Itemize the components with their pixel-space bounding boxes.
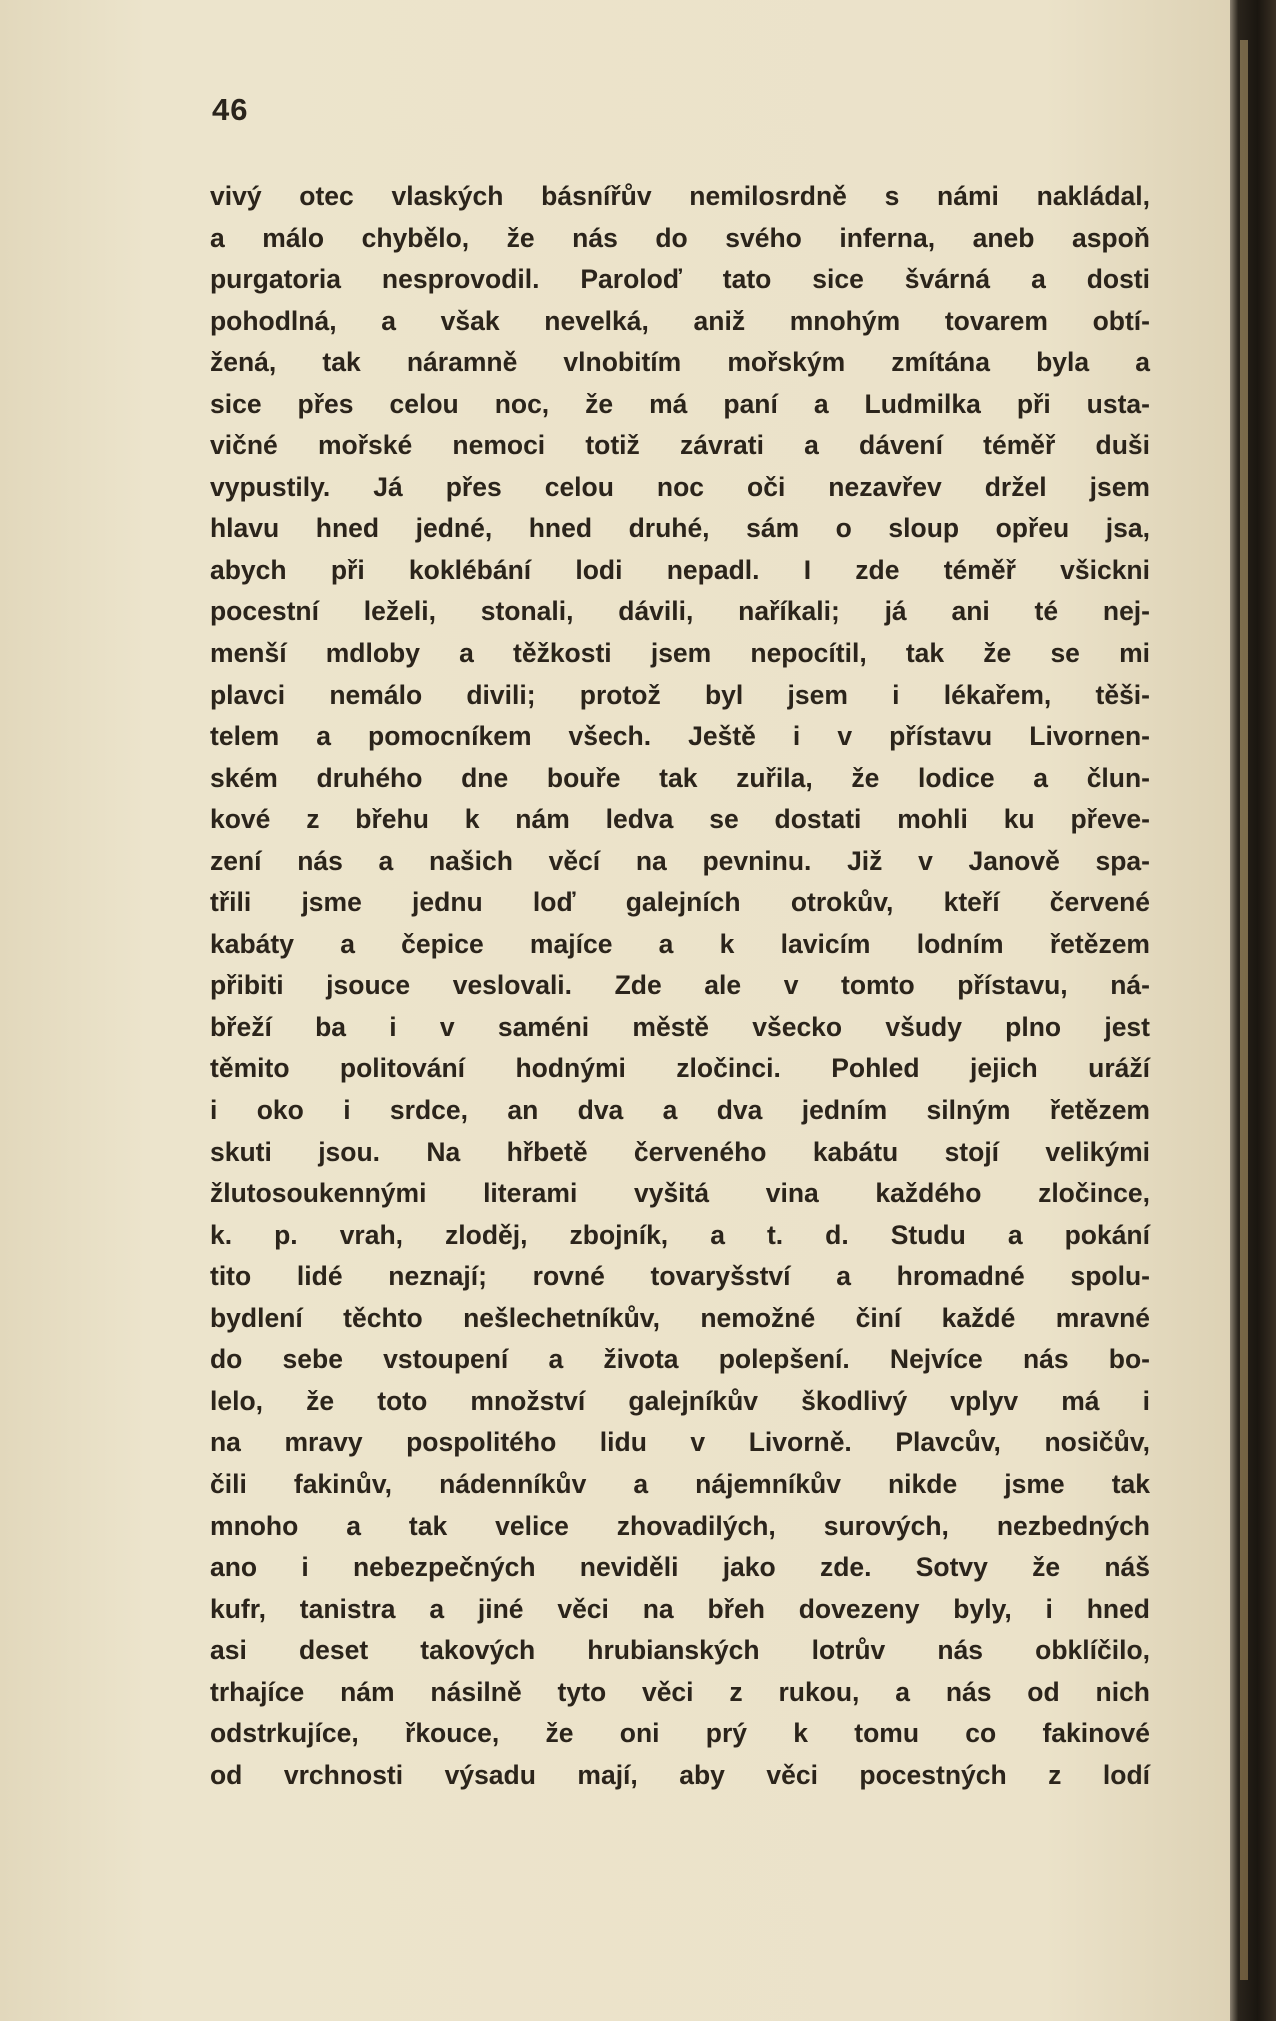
text-line: od vrchnosti výsadu mají, aby věci pocestných z lodí (210, 1759, 1150, 1790)
body-text (210, 176, 1150, 1796)
text-line: i oko i srdce, an dva a dva jedním silným řetězem (210, 1095, 1150, 1126)
text-line: žená, tak náramně vlnobitím mořským zmítána byla a (210, 347, 1150, 378)
text-line: odstrkujíce, řkouce, že oni prý k tomu co fakinové (210, 1718, 1150, 1749)
text-line: bydlení těchto nešlechetníkův, nemožné činí každé mravné (210, 1302, 1150, 1333)
text-line: vičné mořské nemoci totiž závrati a dávení téměř duši (210, 430, 1150, 461)
text-line: k. p. vrah, zloděj, zbojník, a t. d. Studu a pokání (210, 1219, 1150, 1250)
text-line: sice přes celou noc, že má paní a Ludmilka při usta- (210, 388, 1150, 419)
text-line: kabáty a čepice majíce a k lavicím lodním řetězem (210, 928, 1150, 959)
book-binding (1230, 0, 1276, 2021)
text-line: plavci nemálo divili; protož byl jsem i lékařem, těši- (210, 679, 1150, 710)
text-line: vypustily. Já přes celou noc oči nezavřev držel jsem (210, 471, 1150, 502)
text-line: kové z břehu k nám ledva se dostati mohli ku převe- (210, 804, 1150, 835)
text-line: abych při koklébání lodi nepadl. I zde téměř všickni (210, 554, 1150, 585)
text-line: pocestní leželi, stonali, dávili, naříkali; já ani té nej- (210, 596, 1150, 627)
page-number: 46 (212, 92, 249, 127)
text-line: telem a pomocníkem všech. Ještě i v přístavu Livornen- (210, 721, 1150, 752)
text-line: třili jsme jednu loď galejních otrokův, kteří červené (210, 887, 1150, 918)
text-line: vivý otec vlaských básnířův nemilosrdně s námi nakládal, (210, 181, 1150, 211)
text-line: pohodlná, a však nevelká, aniž mnohým tovarem obtí- (210, 305, 1150, 336)
text-line: do sebe vstoupení a života polepšení. Nejvíce nás bo- (210, 1344, 1150, 1375)
text-line: trhajíce nám násilně tyto věci z rukou, a nás od nich (210, 1676, 1150, 1707)
text-line: lelo, že toto množství galejníkův škodlivý vplyv má i (210, 1385, 1150, 1416)
text-line: kufr, tanistra a jiné věci na břeh dovezeny byly, i hned (210, 1593, 1150, 1624)
text-line: čili fakinův, nádenníkův a nájemníkův nikde jsme tak (210, 1468, 1150, 1499)
text-line: hlavu hned jedné, hned druhé, sám o sloup opřeu jsa, (210, 513, 1150, 544)
text-line: a málo chybělo, že nás do svého inferna, aneb aspoň (210, 222, 1150, 253)
text-line: ském druhého dne bouře tak zuřila, že lodice a člun- (210, 762, 1150, 793)
text-line: asi deset takových hrubianských lotrův nás obklíčilo, (210, 1635, 1150, 1666)
text-line: menší mdloby a těžkosti jsem nepocítil, tak že se mi (210, 638, 1150, 669)
text-line: ano i nebezpečných neviděli jako zde. Sotvy že náš (210, 1552, 1150, 1583)
text-line: purgatoria nesprovodil. Paroloď tato sice švárná a dosti (210, 264, 1150, 295)
binding-edge (1240, 40, 1248, 1980)
text-line: zení nás a našich věcí na pevninu. Již v Janově spa- (210, 845, 1150, 876)
text-line: přibiti jsouce veslovali. Zde ale v tomto přístavu, ná- (210, 970, 1150, 1001)
text-line: břeží ba i v saméni městě všecko všudy plno jest (210, 1011, 1150, 1042)
text-line: skuti jsou. Na hřbetě červeného kabátu stojí velikými (210, 1136, 1150, 1167)
text-line: tito lidé neznají; rovné tovaryšství a hromadné spolu- (210, 1261, 1150, 1292)
text-line: na mravy pospolitého lidu v Livorně. Plavcův, nosičův, (210, 1427, 1150, 1458)
text-line: žlutosoukennými literami vyšitá vina každého zločince, (210, 1178, 1150, 1209)
text-line: mnoho a tak velice zhovadilých, surových, nezbedných (210, 1510, 1150, 1541)
text-line: těmito politování hodnými zločinci. Pohled jejich uráží (210, 1053, 1150, 1084)
